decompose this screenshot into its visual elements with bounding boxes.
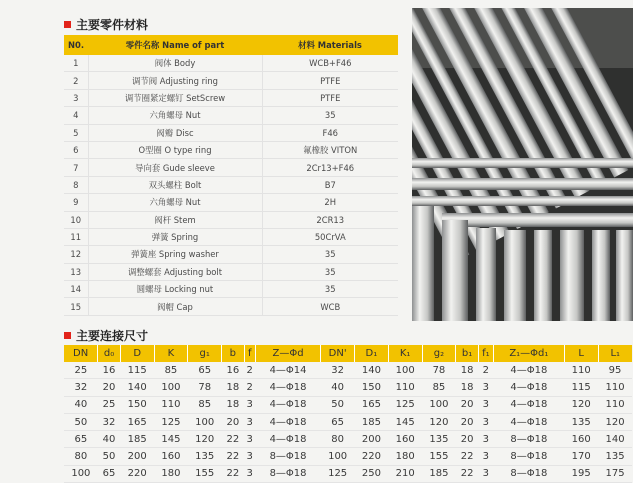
dims-cell: 40 (102, 433, 116, 445)
part-no-cell: 13 (64, 263, 88, 280)
dims-section-title-text: 主要连接尺寸 (76, 329, 149, 343)
parts-table-row (64, 228, 398, 245)
dims-cell: 185 (361, 416, 381, 428)
dims-cell: 100 (328, 451, 348, 463)
dims-cell: 110 (605, 399, 625, 411)
dims-table-row (64, 362, 632, 379)
part-name-cell: 圆螺母 Locking nut (88, 281, 262, 298)
dims-table-row (64, 465, 632, 482)
part-no-cell: 6 (64, 141, 88, 158)
dims-cell: 125 (395, 399, 415, 411)
part-name-cell: 弹簧座 Spring washer (88, 246, 262, 263)
dims-cell: 125 (328, 468, 348, 480)
part-name-cell: 六角螺母 Nut (88, 107, 262, 124)
dims-col-header: d₀ (98, 345, 121, 362)
dims-cell: 135 (605, 451, 625, 463)
parts-table-row (64, 176, 398, 193)
dims-cell: 4—Φ18 (269, 416, 307, 428)
dims-cell: 145 (161, 433, 181, 445)
dims-cell: 3 (482, 381, 490, 393)
dims-col-header: g₂ (422, 345, 456, 362)
dims-cell: 100 (71, 468, 91, 480)
dims-cell: 18 (460, 381, 474, 393)
parts-table-row (64, 107, 398, 124)
parts-section-title (64, 16, 148, 33)
dims-cell: 2 (246, 381, 253, 393)
dims-cell: 3 (246, 416, 253, 428)
dims-cell: 32 (74, 381, 88, 393)
dims-table-row (64, 396, 632, 413)
dims-cell: 3 (482, 416, 490, 428)
dims-cell: 20 (460, 416, 474, 428)
dims-cell: 4—Φ18 (269, 381, 307, 393)
part-no-cell: 9 (64, 194, 88, 211)
dims-cell: 3 (246, 433, 253, 445)
dims-cell: 160 (395, 433, 415, 445)
part-name-cell: 六角螺母 Nut (88, 194, 262, 211)
dims-cell: 20 (460, 433, 474, 445)
dims-cell: 150 (127, 399, 147, 411)
part-material-cell: 2H (324, 197, 337, 208)
dims-col-header: L₁ (598, 345, 632, 362)
dims-cell: 18 (460, 364, 474, 376)
dims-col-header: Z—Φd (255, 345, 320, 362)
dims-table-row (64, 413, 632, 430)
dims-cell: 2 (482, 364, 490, 376)
dims-cell: 20 (226, 416, 240, 428)
dims-cell: 22 (460, 468, 474, 480)
part-material-cell: 50CrVA (314, 232, 346, 243)
dims-cell: 140 (605, 433, 625, 445)
part-no-cell: 10 (64, 211, 88, 228)
dims-cell: 4—Φ18 (510, 399, 548, 411)
part-material-cell: WCB (320, 301, 341, 312)
dims-cell: 22 (226, 433, 240, 445)
dims-col-header: Z₁—Φd₁ (493, 345, 564, 362)
part-material-cell: 35 (324, 249, 336, 260)
part-material-cell: PTFE (320, 92, 341, 103)
connection-dimensions-table (64, 345, 632, 483)
parts-table-row (64, 281, 398, 298)
dims-cell: 140 (127, 381, 147, 393)
dims-cell: 8—Φ18 (510, 433, 548, 445)
dims-cell: 140 (361, 364, 381, 376)
dims-cell: 150 (361, 381, 381, 393)
dims-cell: 3 (482, 468, 490, 480)
dims-cell: 135 (429, 433, 449, 445)
dims-cell: 110 (605, 381, 625, 393)
dims-cell: 155 (195, 468, 215, 480)
dims-cell: 3 (482, 399, 490, 411)
parts-header-row (64, 35, 398, 55)
dims-col-header: D₁ (355, 345, 389, 362)
parts-table-row (64, 124, 398, 141)
dims-cell: 80 (74, 451, 88, 463)
part-no-cell: 12 (64, 246, 88, 263)
dims-table-row (64, 448, 632, 465)
parts-table-row (64, 298, 398, 315)
dims-cell: 78 (198, 381, 212, 393)
part-no-cell: 11 (64, 228, 88, 245)
parts-table-row (64, 263, 398, 280)
part-name-cell: 调节阀 Adjusting ring (88, 72, 262, 89)
part-material-cell: 35 (324, 284, 336, 295)
dims-cell: 8—Φ18 (510, 468, 548, 480)
dims-cell: 22 (226, 451, 240, 463)
part-material-cell: 2CR13 (316, 214, 345, 225)
col-part-name-header: 零件名称 Name of part (88, 35, 262, 55)
dims-cell: 40 (74, 399, 88, 411)
dims-cell: 3 (246, 468, 253, 480)
dims-cell: 8—Φ18 (269, 468, 307, 480)
part-no-cell: 1 (64, 55, 88, 72)
part-name-cell: 导向套 Gude sleeve (88, 159, 262, 176)
dims-cell: 175 (605, 468, 625, 480)
dims-cell: 110 (161, 399, 181, 411)
dims-cell: 80 (331, 433, 344, 445)
dims-cell: 185 (127, 433, 147, 445)
dims-cell: 100 (429, 399, 449, 411)
part-no-cell: 7 (64, 159, 88, 176)
dims-cell: 250 (361, 468, 381, 480)
part-no-cell: 15 (64, 298, 88, 315)
parts-section-title-text: 主要零件材料 (76, 18, 149, 32)
part-name-cell: 双头螺柱 Bolt (88, 176, 262, 193)
dims-section-title (64, 327, 148, 344)
dims-col-header: g₁ (188, 345, 222, 362)
dims-cell: 200 (127, 451, 147, 463)
part-material-cell: PTFE (320, 75, 341, 86)
part-material-cell: B7 (324, 179, 336, 190)
dims-cell: 120 (605, 416, 625, 428)
dims-col-header: L (564, 345, 598, 362)
dims-cell: 4—Φ14 (269, 364, 307, 376)
dims-cell: 135 (571, 416, 591, 428)
part-no-cell: 14 (64, 281, 88, 298)
dims-cell: 25 (74, 364, 88, 376)
part-no-cell: 4 (64, 107, 88, 124)
dims-cell: 200 (361, 433, 381, 445)
dims-cell: 3 (482, 433, 490, 445)
dims-cell: 125 (161, 416, 181, 428)
dims-cell: 8—Φ18 (510, 451, 548, 463)
part-name-cell: 弹簧 Spring (88, 228, 262, 245)
dims-cell: 2 (246, 364, 253, 376)
dims-cell: 180 (161, 468, 181, 480)
dims-cell: 16 (226, 364, 240, 376)
dims-cell: 85 (164, 364, 178, 376)
parts-table-row (64, 55, 398, 72)
part-name-cell: 阀体 Body (88, 55, 262, 72)
dims-cell: 3 (482, 451, 490, 463)
dims-cell: 170 (571, 451, 591, 463)
part-material-cell: 35 (324, 266, 336, 277)
dims-cell: 110 (571, 364, 591, 376)
dims-cell: 22 (226, 468, 240, 480)
parts-table-row (64, 159, 398, 176)
dims-cell: 110 (395, 381, 415, 393)
dims-cell: 100 (195, 416, 215, 428)
dims-table-row (64, 379, 632, 396)
dims-cell: 50 (331, 399, 344, 411)
part-material-cell: 2Cr13+F46 (306, 162, 355, 173)
dims-col-header: DN' (321, 345, 355, 362)
dims-cell: 4—Φ18 (510, 364, 548, 376)
dims-cell: 65 (102, 468, 116, 480)
dims-cell: 40 (331, 381, 344, 393)
part-material-cell: 35 (324, 110, 336, 121)
dims-cell: 4—Φ18 (269, 399, 307, 411)
parts-table-row (64, 194, 398, 211)
dims-cell: 78 (432, 364, 446, 376)
dims-cell: 4—Φ18 (510, 416, 548, 428)
dims-cell: 220 (127, 468, 147, 480)
red-square-bullet-icon (64, 21, 71, 28)
red-square-bullet-icon (64, 332, 71, 339)
parts-table-row (64, 211, 398, 228)
dims-col-header: b (222, 345, 245, 362)
dims-col-header: K (154, 345, 188, 362)
pipeline-photo (412, 8, 633, 321)
dims-cell: 3 (246, 451, 253, 463)
dims-cell: 165 (127, 416, 147, 428)
dims-cell: 65 (74, 433, 88, 445)
part-no-cell: 2 (64, 72, 88, 89)
dims-cell: 155 (429, 451, 449, 463)
dims-cell: 65 (331, 416, 344, 428)
part-no-cell: 8 (64, 176, 88, 193)
dims-cell: 20 (102, 381, 116, 393)
dims-cell: 32 (331, 364, 344, 376)
dims-col-header: f (244, 345, 255, 362)
dims-cell: 120 (429, 416, 449, 428)
dims-cell: 4—Φ18 (269, 433, 307, 445)
parts-table-row (64, 89, 398, 106)
dims-cell: 18 (226, 399, 240, 411)
dims-cell: 115 (571, 381, 591, 393)
col-materials-header: 材料 Materials (262, 35, 398, 55)
part-material-cell: WCB+F46 (309, 58, 352, 69)
dims-col-header: DN (64, 345, 98, 362)
parts-table-row (64, 141, 398, 158)
col-no-header: N0. (64, 35, 88, 55)
dims-col-header: f₁ (478, 345, 493, 362)
part-name-cell: O型圈 O type ring (88, 141, 262, 158)
parts-table-row (64, 72, 398, 89)
dims-cell: 100 (395, 364, 415, 376)
dims-cell: 25 (102, 399, 116, 411)
dims-cell: 85 (198, 399, 212, 411)
dims-cell: 3 (246, 399, 253, 411)
dims-cell: 115 (127, 364, 147, 376)
dims-cell: 16 (102, 364, 116, 376)
dims-cell: 50 (102, 451, 116, 463)
parts-table-row (64, 246, 398, 263)
part-no-cell: 3 (64, 89, 88, 106)
dims-cell: 4—Φ18 (510, 381, 548, 393)
dims-cell: 165 (361, 399, 381, 411)
dims-cell: 195 (571, 468, 591, 480)
part-material-cell: F46 (322, 127, 338, 138)
part-name-cell: 阀瓣 Disc (88, 124, 262, 141)
dims-cell: 135 (195, 451, 215, 463)
part-name-cell: 阀杆 Stem (88, 211, 262, 228)
part-name-cell: 阀帽 Cap (88, 298, 262, 315)
dims-cell: 22 (460, 451, 474, 463)
dims-cell: 50 (74, 416, 88, 428)
dims-cell: 85 (432, 381, 446, 393)
dims-col-header: D (120, 345, 154, 362)
dims-table-row (64, 431, 632, 448)
dims-cell: 160 (161, 451, 181, 463)
dims-cell: 65 (198, 364, 212, 376)
parts-materials-table (64, 35, 398, 316)
dims-cell: 160 (571, 433, 591, 445)
dims-cell: 210 (395, 468, 415, 480)
dims-cell: 185 (429, 468, 449, 480)
part-name-cell: 调整螺套 Adjusting bolt (88, 263, 262, 280)
dims-cell: 120 (195, 433, 215, 445)
dims-cell: 180 (395, 451, 415, 463)
dims-cell: 8—Φ18 (269, 451, 307, 463)
part-material-cell: 氟橡胶 VITON (303, 145, 358, 156)
dims-col-header: b₁ (456, 345, 479, 362)
part-no-cell: 5 (64, 124, 88, 141)
dims-cell: 120 (571, 399, 591, 411)
dims-cell: 220 (361, 451, 381, 463)
dims-cell: 95 (608, 364, 622, 376)
part-name-cell: 调节圈紧定螺钉 SetScrew (88, 89, 262, 106)
dims-cell: 32 (102, 416, 116, 428)
dims-col-header: K₁ (388, 345, 422, 362)
dims-cell: 18 (226, 381, 240, 393)
dims-cell: 20 (460, 399, 474, 411)
dims-header-row (64, 345, 632, 362)
dims-cell: 100 (161, 381, 181, 393)
dims-cell: 145 (395, 416, 415, 428)
